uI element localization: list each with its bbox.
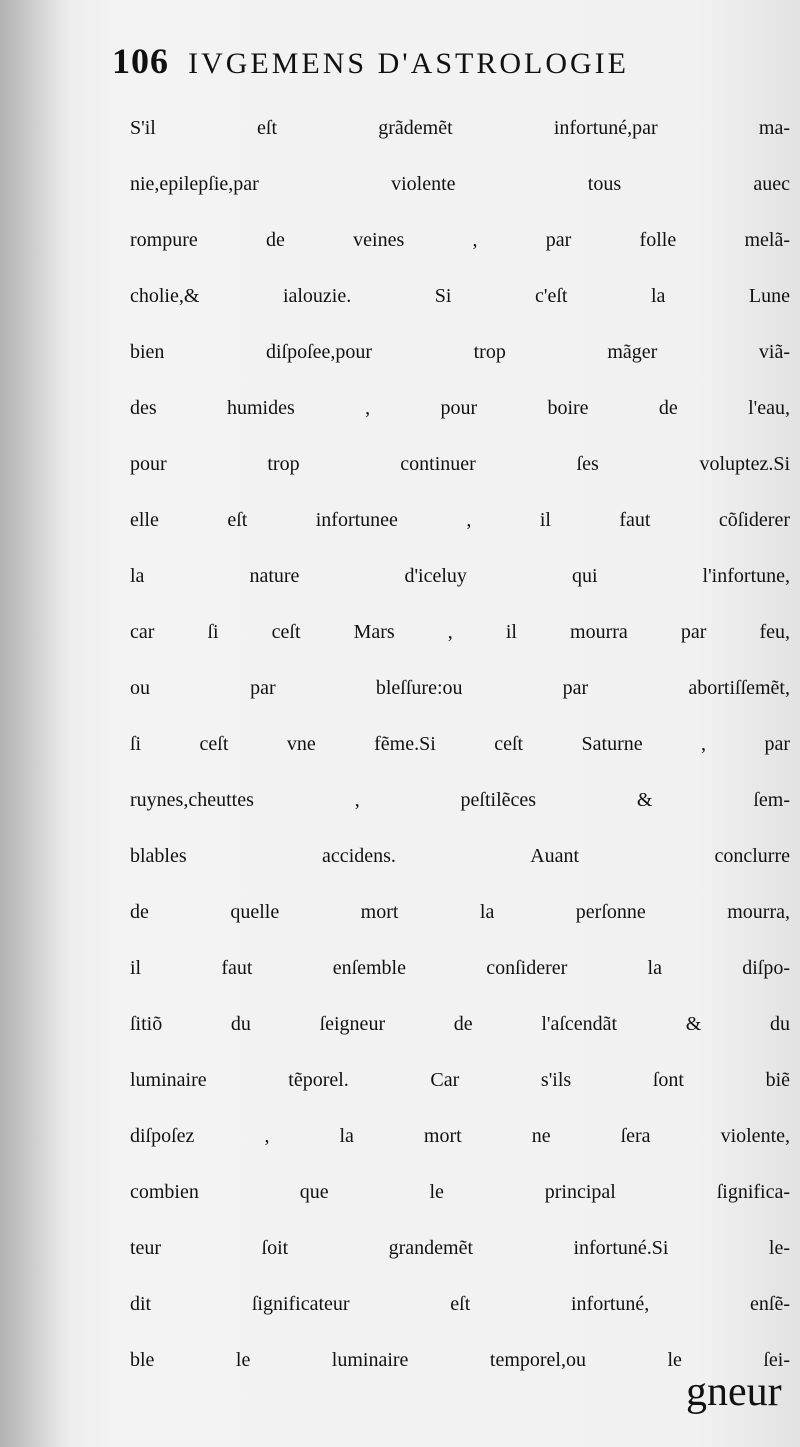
text-line: rompure de veines , par folle melã-	[130, 229, 790, 251]
text-line: ruynes,cheuttes , peſtilẽces & ſem-	[130, 789, 790, 811]
text-line: nie,epilepſie,par violente tous auec	[130, 173, 790, 195]
text-line: cholie,& ialouzie. Si c'eſt la Lune	[130, 285, 790, 307]
text-line: ou par bleſſure:ou par abortiſſemẽt,	[130, 677, 790, 699]
running-head: IVGEMENS D'ASTROLOGIE	[188, 47, 629, 80]
text-line: ble le luminaire temporel,ou le ſei-	[130, 1349, 790, 1371]
text-line: la nature d'iceluy qui l'infortune,	[130, 565, 790, 587]
text-line: des humides , pour boire de l'eau,	[130, 397, 790, 419]
text-line: diſpoſez , la mort ne ſera violente,	[130, 1125, 790, 1147]
text-line: S'il eſt grãdemẽt infortuné,par ma-	[130, 117, 790, 139]
gutter-shadow	[0, 0, 70, 1447]
text-line: de quelle mort la perſonne mourra,	[130, 901, 790, 923]
text-line: dit ſignificateur eſt infortuné, enſẽ-	[130, 1293, 790, 1315]
text-line: teur ſoit grandemẽt infortuné.Si le-	[130, 1237, 790, 1259]
text-line: pour trop continuer ſes voluptez.Si	[130, 453, 790, 475]
text-line: luminaire tẽporel. Car s'ils ſont biẽ	[130, 1069, 790, 1091]
text-line: il faut enſemble conſiderer la diſpo-	[130, 957, 790, 979]
text-line: blables accidens. Auant conclurre	[130, 845, 790, 867]
catchword: gneur	[686, 1369, 782, 1415]
text-line: car ſi ceſt Mars , il mourra par feu,	[130, 621, 790, 643]
text-line: ſi ceſt vne fẽme.Si ceſt Saturne , par	[130, 733, 790, 755]
body-text	[130, 100, 790, 1388]
text-line: bien diſpoſee,pour trop mãger viã-	[130, 341, 790, 363]
page-number: 106	[112, 41, 169, 81]
text-line: combien que le principal ſignifica-	[130, 1181, 790, 1203]
page-header	[112, 40, 752, 90]
text-line: ſitiõ du ſeigneur de l'aſcendãt & du	[130, 1013, 790, 1035]
text-line: elle eſt infortunee , il faut cõſiderer	[130, 509, 790, 531]
